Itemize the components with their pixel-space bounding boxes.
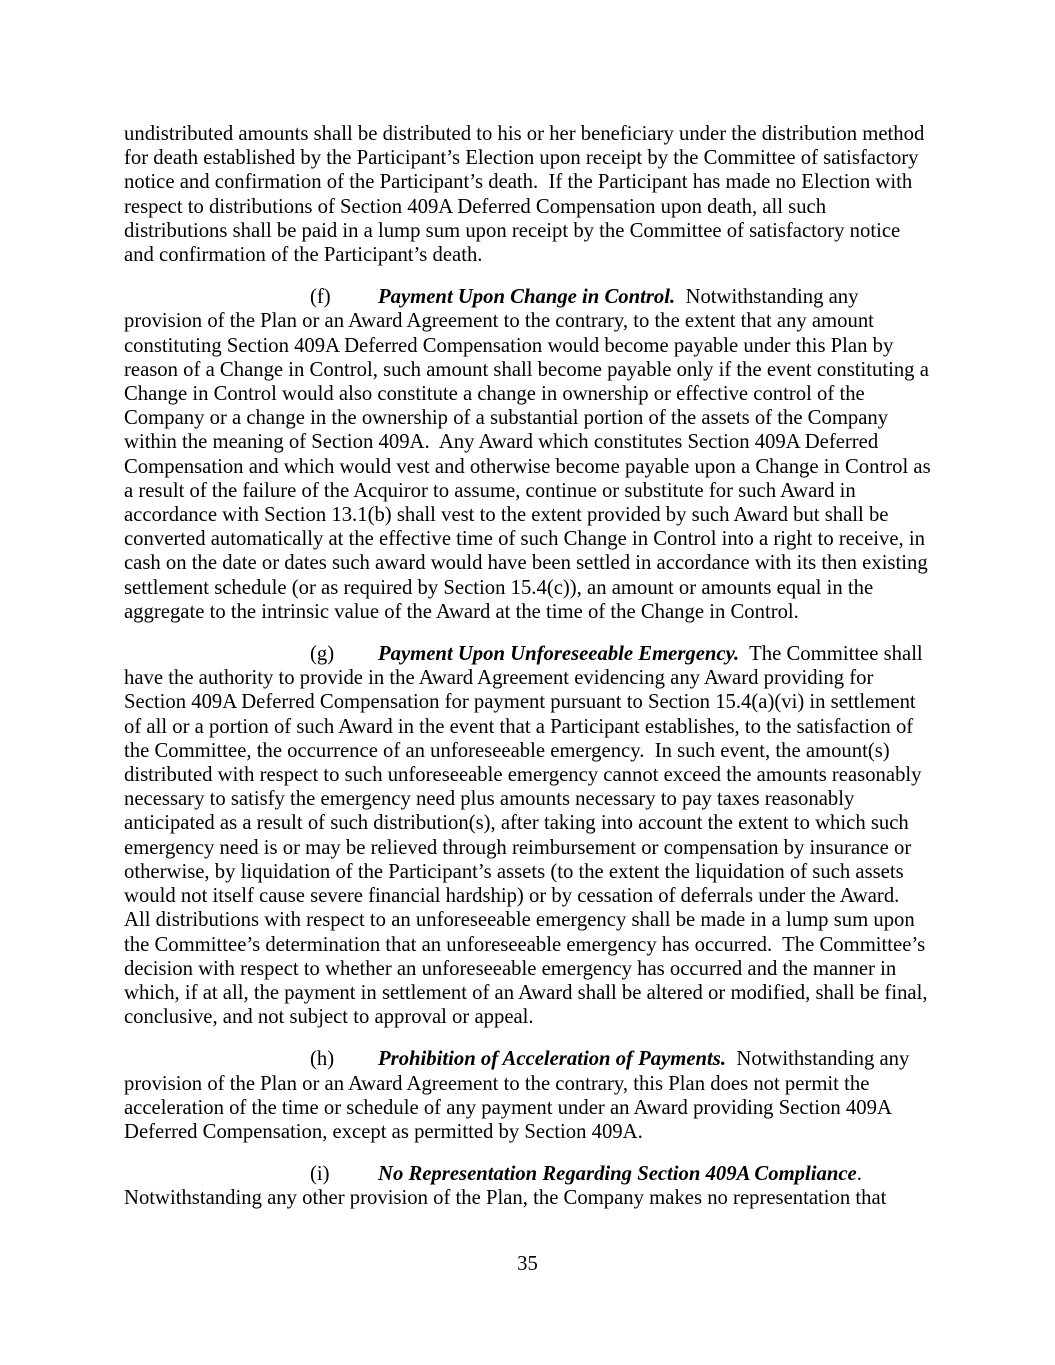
- paragraph-text: Notwithstanding any provision of the Plan or an Award Agreement to the contrary, to the extent that any amount constituting Section 409A Deferred Compensation would become payable under this Plan by reason of a Change in Control, such amount shall become payable only if the event constituting a Change in Control would also constitute a change in ownership or effective control of the Company or a change in the ownership of a substantial portion of the assets of the Company within the meaning of Section 409A. Any Award which constitutes Section 409A Deferred Compensation and which would vest and otherwise become payable upon a Change in Control as a result of the failure of the Acquiror to assume, continue or substitute for such Award in accordance with Section 13.1(b) shall vest to the extent provided by such Award but shall be converted automatically at the effective time of such Change in Control into a right to receive, in cash on the date or dates such award would have been settled in accordance with its then existing settlement schedule (or as required by Section 15.4(c)), an amount or amounts equal in the aggregate to the intrinsic value of the Award at the time of the Change in Control.: [124, 286, 936, 623]
- paragraph-text: Notwithstanding any other provision of the Plan, the Company makes no representation that: [124, 1163, 887, 1210]
- paragraph-text: Notwithstanding any provision of the Plan or an Award Agreement to the contrary, this Plan does not permit the acceleration of the time or schedule of any payment under an Award providing Section 409A Deferred Compensation, except as permitted by Section 409A.: [124, 1048, 915, 1143]
- paragraph-heading: Payment Upon Unforeseeable Emergency.: [378, 643, 740, 666]
- paragraph-h: [124, 1047, 931, 1144]
- paragraph-g: [124, 642, 931, 1029]
- paragraph-heading: Payment Upon Change in Control.: [378, 286, 676, 309]
- paragraph-f: [124, 285, 936, 624]
- paragraph-text: The Committee shall have the authority to provide in the Award Agreement evidencing any Award providing for Section 409A Deferred Compensation for payment pursuant to Section 15.4(a)(vi) in settlement of all or a portion of such Award in the event that a Participant establishes, to the satisfaction of the Committee, the occurrence of an unforeseeable emergency. In such event, the amount(s) distributed with respect to such unforeseeable emergency cannot exceed the amounts reasonably necessary to satisfy the emergency need plus amounts necessary to pay taxes reasonably anticipated as a result of such distribution(s), after taking into account the extent to which such emergency need is or may be relieved through reimbursement or compensation by insurance or otherwise, by liquidation of the Participant’s assets (to the extent the liquidation of such assets would not itself cause severe financial hardship) or by cessation of deferrals under the Award. All distributions with respect to an unforeseeable emergency shall be made in a lump sum upon the Committee’s determination that an unforeseeable emergency has occurred. The Committee’s decision with respect to whether an unforeseeable emergency has occurred and the manner in which, if at all, the payment in settlement of an Award shall be altered or modified, shall be final, conclusive, and not subject to approval or appeal.: [124, 643, 933, 1029]
- paragraph-heading: No Representation Regarding Section 409A Compliance: [378, 1163, 857, 1186]
- paragraph-continuation: [124, 122, 931, 267]
- paragraph-heading-suffix: .: [856, 1163, 862, 1186]
- paragraph-letter: (g): [310, 643, 335, 666]
- paragraph-text: undistributed amounts shall be distributed to his or her beneficiary under the distribution method for death established by the Participant’s Election upon receipt by the Committee of satisfactory notice and confirmation of the Participant’s death. If the Participant has made no Election with respect to distributions of Section 409A Deferred Compensation upon death, all such distributions shall be paid in a lump sum upon receipt by the Committee of satisfactory notice and confirmation of the Participant’s death.: [124, 123, 930, 267]
- paragraph-letter: (i): [310, 1163, 330, 1186]
- page-body-text: [124, 122, 936, 1229]
- paragraph-letter: (h): [310, 1048, 335, 1071]
- paragraph-i: [124, 1162, 931, 1210]
- paragraph-letter: (f): [310, 286, 331, 309]
- page-number: 35: [517, 1253, 538, 1275]
- paragraph-heading: Prohibition of Acceleration of Payments.: [378, 1048, 727, 1071]
